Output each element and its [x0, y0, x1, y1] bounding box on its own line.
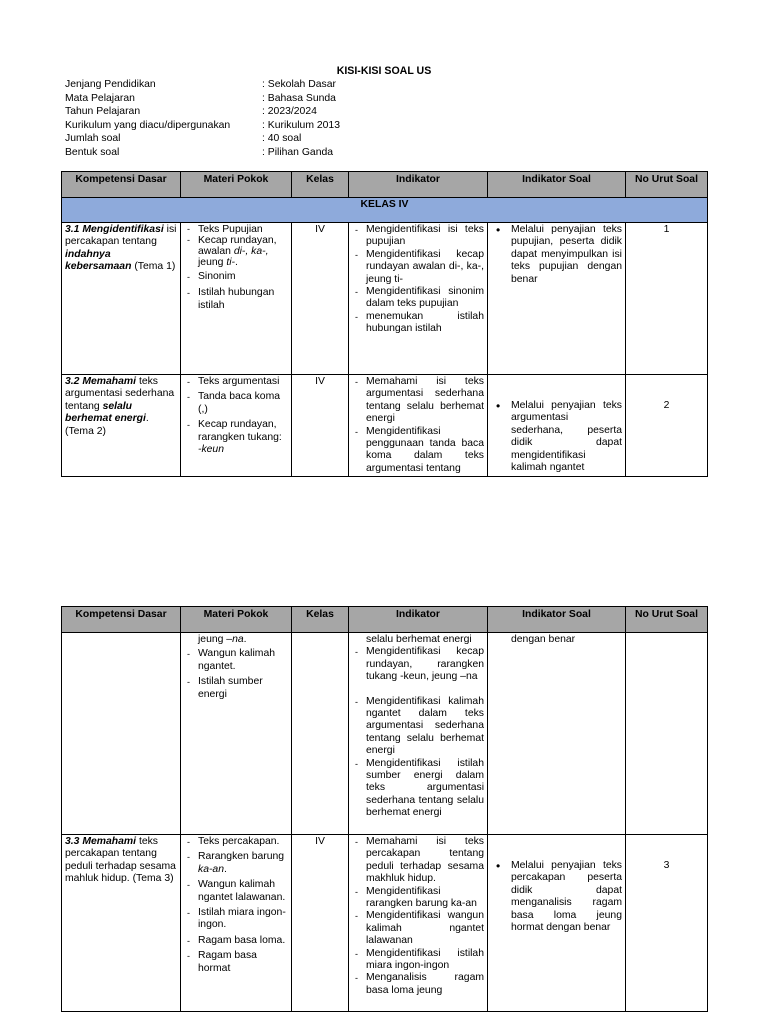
- list-item: - Istilah miara ingon-ingon.: [184, 907, 288, 932]
- header-kompetensi-dasar: Kompetensi Dasar: [62, 607, 181, 633]
- indikator-soal-cell: [488, 223, 626, 375]
- class-label: KELAS IV: [62, 198, 708, 223]
- kelas-cell: IV: [292, 223, 349, 375]
- kd-text: teks percakapan tentang peduli terhadap sesama mahluk hidup. (Tema 3): [65, 836, 176, 885]
- header-no-urut-soal: No Urut Soal: [626, 172, 708, 198]
- list-item: - Mengidentifikasi kecap rundayan awalan di-, ka-, jeung ti-: [352, 249, 484, 286]
- document-metadata: [65, 78, 340, 159]
- kisi-kisi-table-page-1: [61, 171, 708, 477]
- meta-row-kurikulum: [65, 119, 340, 133]
- meta-label: Tahun Pelajaran: [65, 106, 141, 117]
- materi-pokok-cell: [181, 223, 292, 375]
- kd-text: teks argumentasi sederhana tentang: [65, 376, 175, 412]
- kd-number: 3.2: [65, 376, 83, 387]
- list-item: - Mengidentifikasi rarangken barung ka-an: [352, 886, 484, 911]
- list-item: • Melalui penyajian teks percakapan peserta didik dapat menganalisis ragam basa loma jeung hormat dengan benar: [491, 860, 622, 934]
- kompetensi-dasar-cell: [62, 375, 181, 477]
- header-indikator: Indikator: [349, 172, 488, 198]
- list-item: - menemukan istilah hubungan istilah: [352, 311, 484, 336]
- indikator-continuation: selalu berhemat energi: [366, 634, 472, 645]
- kelas-cell: IV: [292, 375, 349, 477]
- kisi-kisi-table-page-2: [61, 606, 708, 1012]
- meta-label: Bentuk soal: [65, 146, 120, 158]
- header-materi-pokok: Materi Pokok: [181, 607, 292, 633]
- header-kompetensi-dasar: Kompetensi Dasar: [62, 172, 181, 198]
- no-urut-cell: [626, 633, 708, 835]
- materi-text: .: [234, 257, 238, 268]
- list-item: - Tanda baca koma (,): [184, 391, 288, 416]
- kd-text: isi percakapan tentang: [65, 224, 177, 248]
- kd-number: 3.1: [65, 224, 83, 235]
- list-item: - Ragam basa hormat: [184, 950, 288, 975]
- kd-verb: Memahami: [82, 376, 137, 387]
- meta-label: Jumlah soal: [65, 133, 121, 144]
- materi-italic: di-, ka-,: [233, 246, 269, 257]
- list-item: • Melalui penyajian teks pupujian, peserta didik dapat menyimpulkan isi teks pupujian dengan benar: [491, 224, 622, 286]
- kd-topic: indahnya kebersamaan: [65, 248, 132, 273]
- meta-value: : Sekolah Dasar: [262, 79, 336, 90]
- materi-italic: ka-an: [198, 863, 224, 875]
- list-item: - Mengidentifikasi kalimah ngantet dalam teks argumentasi sederhana tentang selalu berhemat energi: [352, 696, 484, 758]
- table-row: [62, 835, 708, 1012]
- kelas-cell: IV: [292, 835, 349, 1012]
- list-item: - Mengidentifikasi istilah sumber energi dalam teks argumentasi sederhana tentang selalu berhemat energi: [352, 758, 484, 820]
- meta-row-jumlah: [65, 132, 340, 146]
- kd-topic: selalu berhemat energi: [65, 400, 146, 425]
- indikator-soal-cell: [488, 633, 626, 835]
- list-item: - Wangun kalimah ngantet.: [184, 648, 288, 673]
- list-item: - Teks argumentasi: [184, 376, 288, 388]
- list-item: - Ragam basa loma.: [184, 935, 288, 947]
- meta-value: : 2023/2024: [262, 106, 317, 117]
- materi-pokok-cell: [181, 633, 292, 835]
- kd-text: (Tema 1): [131, 261, 176, 273]
- meta-value: : Pilihan Ganda: [262, 146, 334, 158]
- document-title: KISI-KISI SOAL US: [336, 65, 432, 77]
- header-no-urut-soal: No Urut Soal: [626, 607, 708, 633]
- list-item: - Mengidentifikasi sinonim dalam teks pupujian: [352, 286, 484, 311]
- header-indikator: Indikator: [349, 607, 488, 633]
- meta-row-tahun: [65, 105, 340, 119]
- kd-number: 3.3: [65, 836, 83, 847]
- materi-text: Kecap rundayan, awalan: [198, 235, 277, 257]
- materi-text: jeung –: [198, 634, 233, 645]
- materi-italic: ti-: [226, 257, 235, 268]
- class-row: [62, 198, 708, 223]
- list-item: - Mengidentifikasi kecap rundayan, rarangken tukang -keun, jeung –na: [352, 646, 484, 683]
- kompetensi-dasar-cell: [62, 223, 181, 375]
- list-item: - Istilah sumber energi: [184, 676, 288, 701]
- meta-row-jenjang: [65, 78, 340, 92]
- indikator-soal-cell: [488, 835, 626, 1012]
- no-urut-cell: 1: [626, 223, 708, 375]
- list-item: - Mengidentifikasi istilah miara ingon-ingon: [352, 948, 484, 973]
- header-indikator-soal: Indikator Soal: [488, 607, 626, 633]
- materi-text: .: [224, 863, 227, 875]
- list-item: - Teks percakapan.: [184, 836, 288, 848]
- indikator-cell: [349, 375, 488, 477]
- list-item: - Mengidentifikasi wangun kalimah ngantet lalawanan: [352, 910, 484, 947]
- list-item: [184, 851, 288, 876]
- materi-text: jeung: [198, 257, 227, 268]
- no-urut-value: 3: [663, 860, 670, 871]
- table-row: [62, 633, 708, 835]
- materi-pokok-cell: [181, 375, 292, 477]
- header-row: [62, 607, 708, 633]
- materi-text: Kecap rundayan, rarangken tukang:: [198, 419, 282, 443]
- materi-italic: -keun: [198, 444, 224, 456]
- header-kelas: Kelas: [292, 607, 349, 633]
- list-item: - Menganalisis ragam basa loma jeung: [352, 972, 484, 997]
- indikator-soal-continuation: dengan benar: [511, 634, 576, 645]
- materi-text: Rarangken barung: [198, 851, 285, 863]
- meta-row-bentuk: [65, 146, 340, 160]
- no-urut-cell: [626, 375, 708, 477]
- list-item: [184, 235, 288, 268]
- meta-label: Mata Pelajaran: [65, 92, 135, 104]
- kompetensi-dasar-cell: [62, 835, 181, 1012]
- meta-row-mapel: [65, 92, 340, 106]
- materi-continuation: [184, 634, 288, 646]
- kompetensi-dasar-cell: [62, 633, 181, 835]
- header-materi-pokok: Materi Pokok: [181, 172, 292, 198]
- kd-text: . (Tema 2): [65, 413, 149, 437]
- header-kelas: Kelas: [292, 172, 349, 198]
- meta-value: : Kurikulum 2013: [262, 119, 340, 131]
- kd-verb: Mengidentifikasi: [82, 224, 164, 235]
- kelas-cell: [292, 633, 349, 835]
- list-item: - Wangun kalimah ngantet lalawanan.: [184, 879, 288, 904]
- table-row: [62, 223, 708, 375]
- meta-label: Kurikulum yang diacu/dipergunakan: [65, 119, 231, 131]
- list-item: - Teks Pupujian: [184, 224, 288, 235]
- list-item: - Memahami isi teks percakapan tentang peduli terhadap sesama makhluk hidup.: [352, 836, 484, 886]
- no-urut-cell: [626, 835, 708, 1012]
- indikator-soal-cell: [488, 375, 626, 477]
- materi-text: .: [243, 634, 247, 645]
- meta-value: : 40 soal: [262, 133, 302, 144]
- meta-value: : Bahasa Sunda: [262, 92, 336, 104]
- header-row: [62, 172, 708, 198]
- list-item: - Mengidentifikasi penggunaan tanda baca koma dalam teks argumentasi tentang: [352, 426, 484, 476]
- indikator-cell: [349, 835, 488, 1012]
- materi-italic: na: [232, 634, 244, 645]
- no-urut-value: 2: [663, 400, 670, 411]
- indikator-cell: [349, 633, 488, 835]
- list-item: - Mengidentifikasi isi teks pupujian: [352, 224, 484, 249]
- meta-label: Jenjang Pendidikan: [65, 79, 156, 90]
- table-row: [62, 375, 708, 477]
- list-item: - Sinonim: [184, 271, 288, 283]
- indikator-cell: [349, 223, 488, 375]
- list-item: - Memahami isi teks argumentasi sederhana tentang selalu berhemat energi: [352, 376, 484, 426]
- list-item: - Istilah hubungan istilah: [184, 287, 288, 312]
- list-item: [184, 419, 288, 456]
- kd-verb: Memahami: [82, 836, 137, 847]
- header-indikator-soal: Indikator Soal: [488, 172, 626, 198]
- materi-pokok-cell: [181, 835, 292, 1012]
- list-item: • Melalui penyajian teks argumentasi sederhana, peserta didik dapat mengidentifikasi kalimah ngantet: [491, 400, 622, 474]
